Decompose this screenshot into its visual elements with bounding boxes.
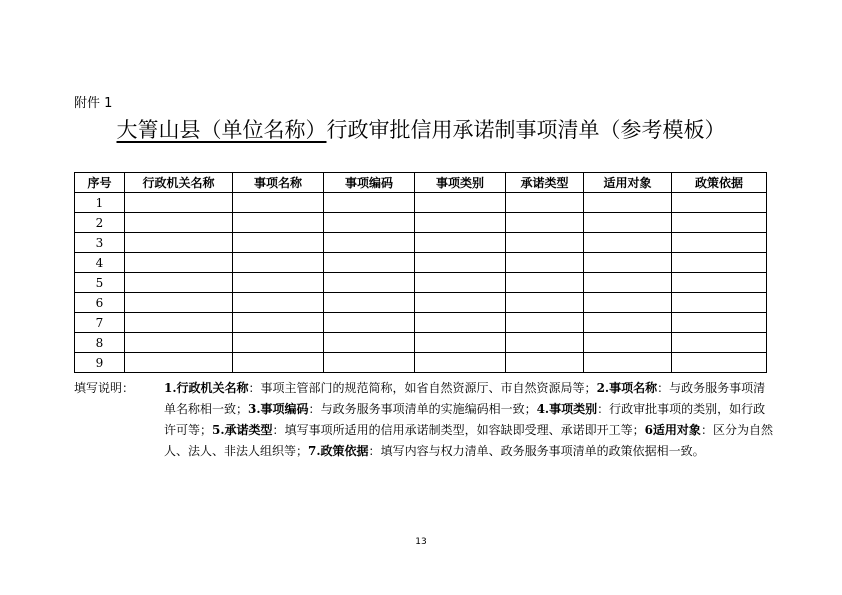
note-sep: ： [248, 381, 261, 395]
empty-cell [506, 293, 584, 313]
empty-cell [672, 233, 767, 253]
empty-cell [415, 273, 506, 293]
empty-cell [415, 193, 506, 213]
row-number: 4 [75, 253, 125, 273]
empty-cell [324, 293, 415, 313]
empty-cell [125, 313, 233, 333]
note-sep: ： [700, 423, 713, 437]
table-row [75, 233, 767, 253]
empty-cell [584, 333, 672, 353]
table-row [75, 313, 767, 333]
row-number: 7 [75, 313, 125, 333]
filling-instructions [74, 378, 774, 462]
empty-cell [506, 313, 584, 333]
table-row [75, 333, 767, 353]
empty-cell [324, 333, 415, 353]
row-number: 8 [75, 333, 125, 353]
empty-cell [506, 273, 584, 293]
header-cell: 事项编码 [324, 173, 415, 193]
note-key: 1.行政机关名称 [164, 381, 249, 395]
empty-cell [672, 313, 767, 333]
header-cell: 政策依据 [672, 173, 767, 193]
table-row [75, 213, 767, 233]
row-number: 3 [75, 233, 125, 253]
empty-cell [233, 213, 324, 233]
empty-cell [584, 313, 672, 333]
row-number: 5 [75, 273, 125, 293]
empty-cell [324, 233, 415, 253]
title-unit-name: 大箐山县（单位名称） [116, 118, 327, 142]
empty-cell [506, 213, 584, 233]
page-title [0, 114, 842, 144]
empty-cell [233, 313, 324, 333]
empty-cell [584, 193, 672, 213]
empty-cell [506, 333, 584, 353]
empty-cell [584, 273, 672, 293]
note-sep: ： [308, 402, 321, 416]
note-text: 填写事项所适用的信用承诺制类型，如容缺即受理、承诺即开工等； [284, 423, 645, 437]
table-row [75, 253, 767, 273]
empty-cell [584, 293, 672, 313]
empty-cell [415, 353, 506, 373]
note-key: 4.事项类别 [536, 402, 598, 416]
empty-cell [672, 253, 767, 273]
row-number: 2 [75, 213, 125, 233]
page-number: 13 [415, 537, 427, 547]
empty-cell [233, 273, 324, 293]
note-sep: ： [597, 402, 610, 416]
empty-cell [233, 353, 324, 373]
empty-cell [125, 233, 233, 253]
empty-cell [324, 193, 415, 213]
header-cell: 适用对象 [584, 173, 672, 193]
empty-cell [415, 253, 506, 273]
empty-cell [324, 213, 415, 233]
empty-cell [233, 253, 324, 273]
table-row [75, 193, 767, 213]
row-number: 9 [75, 353, 125, 373]
empty-cell [672, 273, 767, 293]
empty-cell [415, 333, 506, 353]
header-cell: 事项名称 [233, 173, 324, 193]
empty-cell [125, 333, 233, 353]
empty-cell [506, 193, 584, 213]
instructions-lead: 填写说明： [74, 381, 135, 395]
header-cell: 行政机关名称 [125, 173, 233, 193]
empty-cell [324, 313, 415, 333]
empty-cell [233, 293, 324, 313]
empty-cell [584, 233, 672, 253]
empty-cell [324, 273, 415, 293]
empty-cell [125, 273, 233, 293]
note-key: 7.政策依据 [308, 444, 369, 458]
row-number: 1 [75, 193, 125, 213]
empty-cell [672, 213, 767, 233]
empty-cell [233, 193, 324, 213]
note-key: 5.承诺类型 [212, 423, 273, 437]
empty-cell [125, 353, 233, 373]
empty-cell [125, 193, 233, 213]
instructions-body [164, 378, 774, 462]
empty-cell [584, 253, 672, 273]
empty-cell [506, 353, 584, 373]
note-text: 事项主管部门的规范简称，如省自然资源厅、市自然资源局等； [260, 381, 597, 395]
empty-cell [506, 253, 584, 273]
note-text: 填写内容与权力清单、政务服务事项清单的政策依据相一致。 [380, 444, 705, 458]
note-text: 行政审批事项的类别，如行政许可等； [164, 402, 766, 437]
note-text: 区分为自然人、法人、非法人组织等； [164, 423, 773, 458]
empty-cell [324, 353, 415, 373]
header-cell: 事项类别 [415, 173, 506, 193]
empty-cell [415, 213, 506, 233]
empty-cell [415, 313, 506, 333]
empty-cell [584, 213, 672, 233]
empty-cell [672, 293, 767, 313]
note-text: 与政务服务事项清单的实施编码相一致； [320, 402, 537, 416]
empty-cell [584, 353, 672, 373]
empty-cell [415, 233, 506, 253]
empty-cell [415, 293, 506, 313]
row-number: 6 [75, 293, 125, 313]
commitment-table [74, 172, 767, 373]
title-rest: 行政审批信用承诺制事项清单（参考模板） [326, 118, 726, 142]
empty-cell [672, 193, 767, 213]
note-key: 2.事项名称 [596, 381, 658, 395]
note-sep: ： [368, 444, 381, 458]
header-cell: 序号 [75, 173, 125, 193]
empty-cell [324, 253, 415, 273]
attachment-label: 附件 1 [74, 96, 113, 111]
empty-cell [506, 233, 584, 253]
table-row [75, 293, 767, 313]
note-text: 与政务服务事项清单名称相一致； [164, 381, 766, 416]
empty-cell [233, 233, 324, 253]
table-row [75, 353, 767, 373]
empty-cell [125, 253, 233, 273]
note-sep: ： [657, 381, 670, 395]
note-key: 3.事项编码 [248, 402, 309, 416]
header-cell: 承诺类型 [506, 173, 584, 193]
note-key: 6适用对象 [644, 423, 701, 437]
empty-cell [125, 293, 233, 313]
empty-cell [672, 353, 767, 373]
note-sep: ： [272, 423, 285, 437]
table-row [75, 273, 767, 293]
table-header-row [75, 173, 767, 193]
empty-cell [672, 333, 767, 353]
empty-cell [233, 333, 324, 353]
empty-cell [125, 213, 233, 233]
